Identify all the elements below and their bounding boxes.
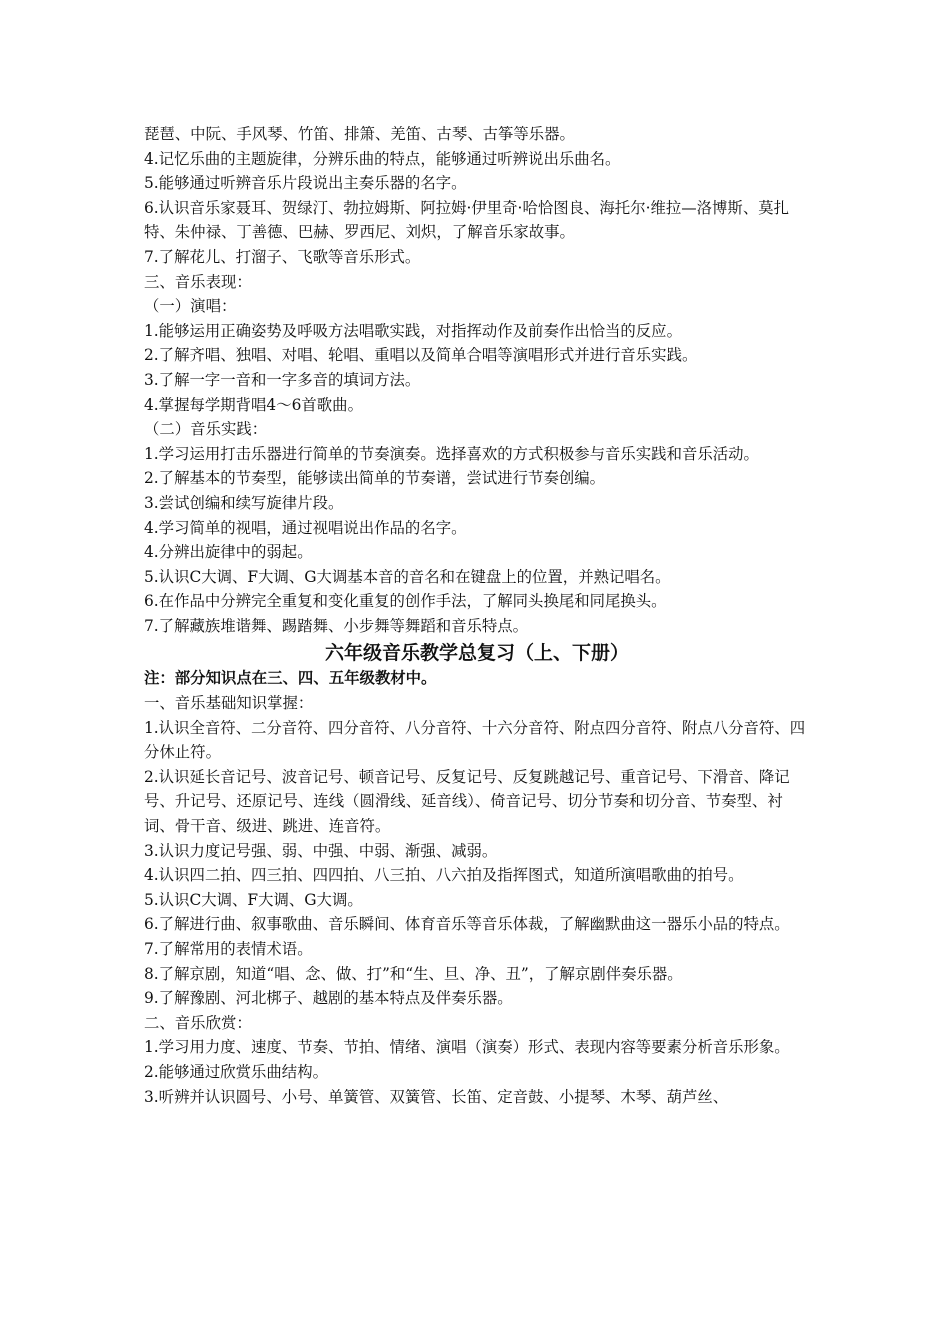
paragraph-line: 4.认识四二拍、四三拍、四四拍、八三拍、八六拍及指挥图式，知道所演唱歌曲的拍号。 [144,866,744,885]
paragraph-line: （二）音乐实践： [144,420,268,439]
paragraph-line: 6.在作品中分辨完全重复和变化重复的创作手法，了解同头换尾和同尾换头。 [144,592,667,611]
paragraph-line: 4.分辨出旋律中的弱起。 [144,543,313,562]
paragraph-line: 三、音乐表现： [144,272,252,291]
grade6-review-content [144,691,810,1109]
paragraph-line: 7.了解藏族堆谐舞、踢踏舞、小步舞等舞蹈和音乐特点。 [144,616,529,635]
paragraph-line: 3.认识力度记号强、弱、中强、中弱、渐强、减弱。 [144,841,498,860]
paragraph-line: 1.能够运用正确姿势及呼吸方法唱歌实践，对指挥动作及前奏作出恰当的反应。 [144,321,682,340]
paragraph-line: 8.了解京剧，知道“唱、念、做、打”和“生、旦、净、丑”，了解京剧伴奏乐器。 [144,964,683,983]
paragraph-line: 1.学习用力度、速度、节奏、节拍、情绪、演唱（演奏）形式、表现内容等要素分析音乐形象。 [144,1038,790,1057]
paragraph-line: 4.记忆乐曲的主题旋律，分辨乐曲的特点，能够通过听辨说出乐曲名。 [144,149,621,168]
section-note: 注：部分知识点在三、四、五年级教材中。 [144,669,437,688]
paragraph-line: 7.了解花儿、打溜子、飞歌等音乐形式。 [144,247,421,266]
paragraph-line: 2.了解齐唱、独唱、对唱、轮唱、重唱以及简单合唱等演唱形式并进行音乐实践。 [144,346,698,365]
paragraph-line: 9.了解豫剧、河北梆子、越剧的基本特点及伴奏乐器。 [144,989,513,1008]
paragraph-line: 7.了解常用的表情术语。 [144,940,313,958]
paragraph-line: 琵琶、中阮、手风琴、竹笛、排箫、羌笛、古琴、古筝等乐器。 [144,125,575,143]
paragraph-line: 6.认识音乐家聂耳、贺绿汀、勃拉姆斯、阿拉姆·伊里奇·哈恰图良、海托尔·维拉—洛博斯、莫扎特、朱仲禄、丁善德、巴赫、罗西尼、刘炽，了解音乐家故事。 [144,198,789,242]
grade5-review-continued [144,122,810,638]
paragraph-line: 6.了解进行曲、叙事歌曲、音乐瞬间、体育音乐等音乐体裁，了解幽默曲这一器乐小品的特点。 [144,915,790,934]
document-body [144,122,810,1109]
paragraph-line: 2.能够通过欣赏乐曲结构。 [144,1062,328,1081]
paragraph-line: 4.掌握每学期背唱4～6首歌曲。 [144,395,363,414]
section-title: 六年级音乐教学总复习（上、下册） [324,642,629,665]
paragraph-line: 2.认识延长音记号、波音记号、顿音记号、反复记号、反复跳越记号、重音记号、下滑音、降记号、升记号、还原记号、连线（圆滑线、延音线）、倚音记号、切分节奏和切分音、节奏型、衬词、骨干音、级进、跳进、连音符。 [144,767,790,836]
paragraph-line: 2.了解基本的节奏型，能够读出简单的节奏谱，尝试进行节奏创编。 [144,469,606,488]
paragraph-line: 1.学习运用打击乐器进行简单的节奏演奏。选择喜欢的方式积极参与音乐实践和音乐活动。 [144,444,759,463]
paragraph-line: （一）演唱： [144,297,237,316]
paragraph-line: 5.认识C大调、F大调、G大调。 [144,890,363,909]
paragraph-line: 1.认识全音符、二分音符、四分音符、八分音符、十六分音符、附点四分音符、附点八分音符、四分休止符。 [144,718,806,762]
paragraph-line: 3.听辨并认识圆号、小号、单簧管、双簧管、长笛、定音鼓、小提琴、木琴、葫芦丝、 [144,1087,729,1106]
paragraph-line: 二、音乐欣赏： [144,1013,252,1032]
paragraph-line: 4.学习简单的视唱，通过视唱说出作品的名字。 [144,518,467,537]
paragraph-line: 5.能够通过听辨音乐片段说出主奏乐器的名字。 [144,174,467,193]
paragraph-line: 3.了解一字一音和一字多音的填词方法。 [144,370,421,389]
paragraph-line: 一、音乐基础知识掌握： [144,694,314,713]
paragraph-line: 3.尝试创编和续写旋律片段。 [144,493,344,512]
paragraph-line: 5.认识C大调、F大调、G大调基本音的音名和在键盘上的位置，并熟记唱名。 [144,567,671,586]
